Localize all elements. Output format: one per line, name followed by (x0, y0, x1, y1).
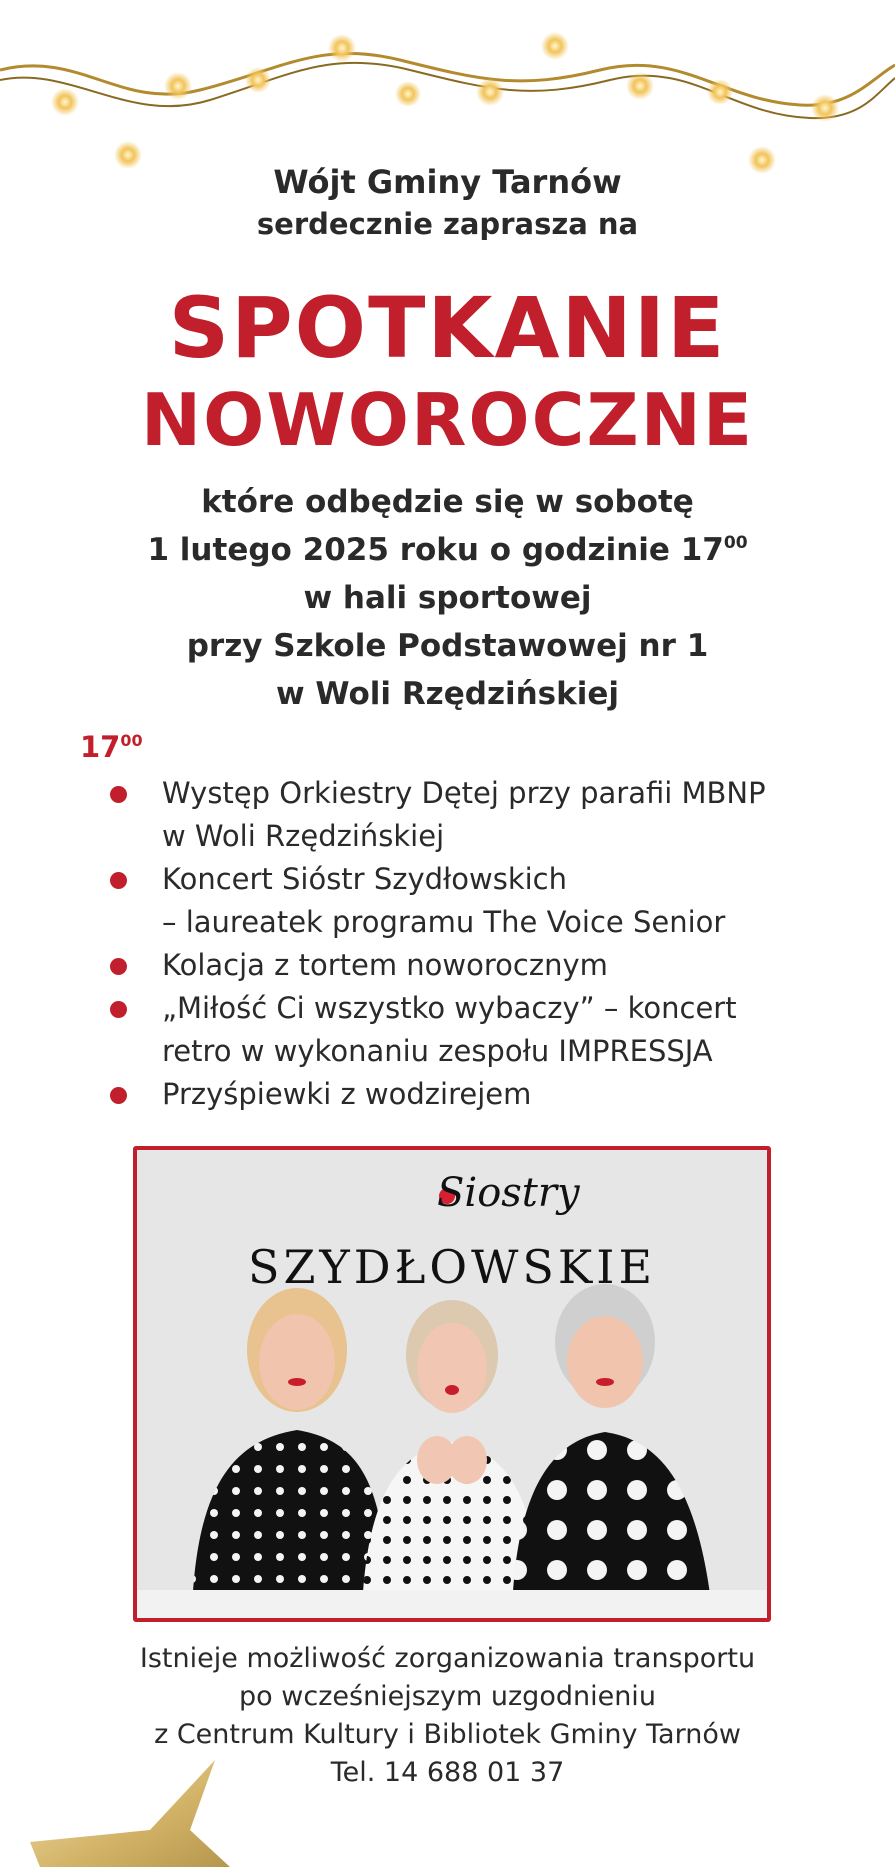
invitation-header (0, 160, 895, 244)
string-lights-decoration (0, 30, 895, 180)
footer-line: Istnieje możliwość zorganizowania transportu (139, 1643, 756, 1674)
details-venue: w hali sportowej (303, 580, 592, 616)
program-item: Kolacja z tortem noworocznym (100, 944, 860, 987)
program-start-time: $17^{00}$ (80, 730, 143, 764)
bullet-icon (110, 1087, 127, 1104)
bullet-icon (110, 1001, 127, 1018)
logo-script-text: Siostry (437, 1170, 580, 1216)
performers-illustration (137, 1150, 767, 1618)
program-item: Występ Orkiestry Dętej przy parafii MBNP w Woli Rzędzińskiej (100, 772, 860, 858)
details-date-time: 1 lutego 2025 roku o godzinie $17^{00}$ (147, 532, 748, 568)
bullet-icon (110, 786, 127, 803)
program-item: Koncert Sióstr Szydłowskich – laureatek programu The Voice Senior (100, 858, 860, 944)
program-list (100, 772, 860, 1116)
program-item: Przyśpiewki z wodzirejem (100, 1073, 860, 1116)
event-details (0, 478, 895, 718)
invite-line: serdecznie zaprasza na (256, 207, 639, 241)
gold-star-decoration (20, 1760, 240, 1867)
host-line: Wójt Gminy Tarnów (273, 163, 622, 201)
performers-photo (133, 1146, 771, 1622)
details-date-intro: które odbędzie się w sobotę (201, 484, 694, 520)
bullet-icon (110, 958, 127, 975)
footer-phone: Tel. 14 688 01 37 (330, 1757, 565, 1788)
details-venue-town: w Woli Rzędzińskiej (275, 676, 620, 712)
event-title-line1: SPOTKANIE (168, 279, 727, 377)
footer-line: po wcześniejszym uzgodnieniu (239, 1681, 656, 1712)
bullet-icon (110, 872, 127, 889)
logo-word-text: SZYDŁOWSKIE (247, 1240, 657, 1294)
details-venue-school: przy Szkole Podstawowej nr 1 (186, 628, 709, 664)
program-item: „Miłość Ci wszystko wybaczy” – koncert retro w wykonaniu zespołu IMPRESSJA (100, 987, 860, 1073)
event-title-line2: NOWOROCZNE (140, 378, 755, 462)
footer-line: z Centrum Kultury i Bibliotek Gminy Tarnów (154, 1719, 741, 1750)
